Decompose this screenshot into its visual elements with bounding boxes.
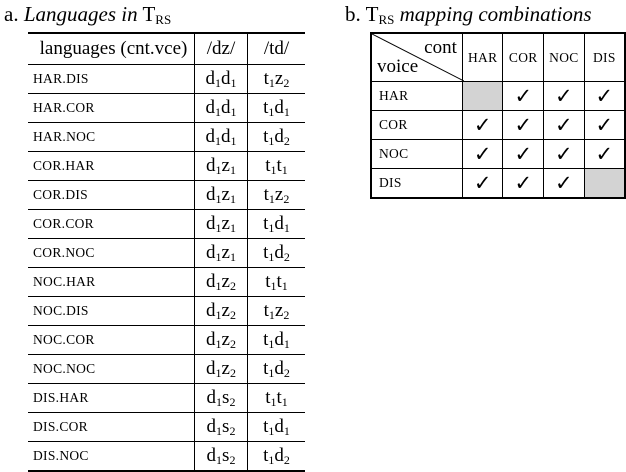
table-row — [28, 123, 305, 152]
checkmark-icon: ✓ — [544, 169, 585, 199]
language-label: NOC.HAR — [28, 268, 195, 297]
dz-mapping: $d_1d_1$ — [195, 123, 248, 152]
empty-cell — [462, 82, 503, 111]
row-header: HAR — [371, 82, 462, 111]
table-row — [28, 355, 305, 384]
dz-mapping: $d_1z_1$ — [195, 239, 248, 268]
column-header: NOC — [544, 33, 585, 82]
dz-mapping: $d_1z_1$ — [195, 181, 248, 210]
dz-mapping: $d_1s_2$ — [195, 413, 248, 442]
checkmark-icon: ✓ — [503, 111, 544, 140]
table-row — [371, 111, 625, 140]
checkmark-icon: ✓ — [462, 111, 503, 140]
header-languages: languages (cnt.vce) — [28, 33, 195, 65]
language-label: DIS.NOC — [28, 442, 195, 472]
row-header: COR — [371, 111, 462, 140]
language-label: HAR.DIS — [28, 65, 195, 94]
td-mapping: $t_1t_1$ — [248, 384, 306, 413]
table-row — [28, 65, 305, 94]
language-label: COR.NOC — [28, 239, 195, 268]
column-header: COR — [503, 33, 544, 82]
dz-mapping: $d_1s_2$ — [195, 442, 248, 472]
header-td: /td/ — [248, 33, 306, 65]
td-mapping: $t_1d_2$ — [248, 239, 306, 268]
language-label: DIS.HAR — [28, 384, 195, 413]
td-mapping: $t_1d_1$ — [248, 413, 306, 442]
column-header: HAR — [462, 33, 503, 82]
td-mapping: $t_1d_1$ — [248, 94, 306, 123]
language-label: NOC.DIS — [28, 297, 195, 326]
table-row — [28, 181, 305, 210]
checkmark-icon: ✓ — [544, 111, 585, 140]
language-label: HAR.NOC — [28, 123, 195, 152]
td-mapping: $t_1d_1$ — [248, 326, 306, 355]
dz-mapping: $d_1z_2$ — [195, 297, 248, 326]
header-dz: /dz/ — [195, 33, 248, 65]
table-row — [28, 442, 305, 472]
caption-b-title: mapping combinations — [399, 2, 592, 26]
table-row — [28, 384, 305, 413]
td-mapping: $t_1z_2$ — [263, 67, 290, 90]
language-label: COR.HAR — [28, 152, 195, 181]
td-mapping: $t_1t_1$ — [248, 152, 306, 181]
language-label: HAR.COR — [28, 94, 195, 123]
row-header: NOC — [371, 140, 462, 169]
table-row — [28, 297, 305, 326]
dz-mapping: $d_1z_2$ — [195, 268, 248, 297]
dz-mapping: $d_1z_1$ — [195, 210, 248, 239]
empty-cell — [584, 169, 625, 199]
table-row — [28, 413, 305, 442]
table-row — [28, 94, 305, 123]
checkmark-icon: ✓ — [584, 140, 625, 169]
td-mapping: $t_1d_2$ — [248, 442, 306, 472]
table-row — [28, 326, 305, 355]
dz-mapping: $d_1d_1$ — [195, 94, 248, 123]
corner-label-cont: cont — [424, 37, 457, 58]
language-label: COR.DIS — [28, 181, 195, 210]
checkmark-icon: ✓ — [462, 140, 503, 169]
corner-label-voice: voice — [377, 56, 419, 77]
checkmark-icon: ✓ — [503, 140, 544, 169]
checkmark-icon: ✓ — [544, 82, 585, 111]
dz-mapping: $d_1z_1$ — [195, 152, 248, 181]
table-row — [371, 82, 625, 111]
td-mapping: $t_1z_2$ — [248, 297, 306, 326]
td-mapping: $t_1d_1$ — [248, 210, 306, 239]
dz-mapping: $d_1d_1$ — [195, 65, 248, 94]
caption-b — [345, 2, 592, 32]
caption-a-symbol: $T_{RS}$ — [142, 2, 172, 27]
languages-table — [28, 32, 305, 472]
dz-mapping: $d_1z_2$ — [195, 355, 248, 384]
table-row — [28, 210, 305, 239]
language-label: NOC.NOC — [28, 355, 195, 384]
mapping-combinations-table — [370, 32, 626, 199]
language-label: NOC.COR — [28, 326, 195, 355]
dz-mapping: $d_1s_2$ — [195, 384, 248, 413]
checkmark-icon: ✓ — [595, 84, 614, 108]
caption-b-lead: b. — [345, 2, 361, 26]
row-header: DIS — [371, 169, 462, 199]
td-mapping: $t_1t_1$ — [248, 268, 306, 297]
checkmark-icon: ✓ — [503, 169, 544, 199]
column-header: DIS — [584, 33, 625, 82]
caption-a-lead: a. — [4, 2, 19, 26]
table-row — [28, 152, 305, 181]
table-row — [371, 169, 625, 199]
language-label: COR.COR — [28, 210, 195, 239]
caption-a — [4, 2, 171, 32]
corner-header — [371, 33, 462, 82]
checkmark-icon: ✓ — [503, 82, 544, 111]
language-label: DIS.COR — [28, 413, 195, 442]
table-row — [28, 239, 305, 268]
checkmark-icon: ✓ — [462, 169, 503, 199]
td-mapping: $t_1d_2$ — [248, 355, 306, 384]
td-mapping: $t_1d_2$ — [248, 123, 306, 152]
checkmark-icon: ✓ — [544, 140, 585, 169]
table-row — [28, 268, 305, 297]
table-row — [371, 140, 625, 169]
dz-mapping: $d_1z_2$ — [195, 326, 248, 355]
caption-b-symbol: $T_{RS}$ — [365, 2, 395, 27]
td-mapping: $t_1z_2$ — [248, 181, 306, 210]
caption-a-title: Languages in — [23, 2, 138, 26]
checkmark-icon: ✓ — [584, 111, 625, 140]
